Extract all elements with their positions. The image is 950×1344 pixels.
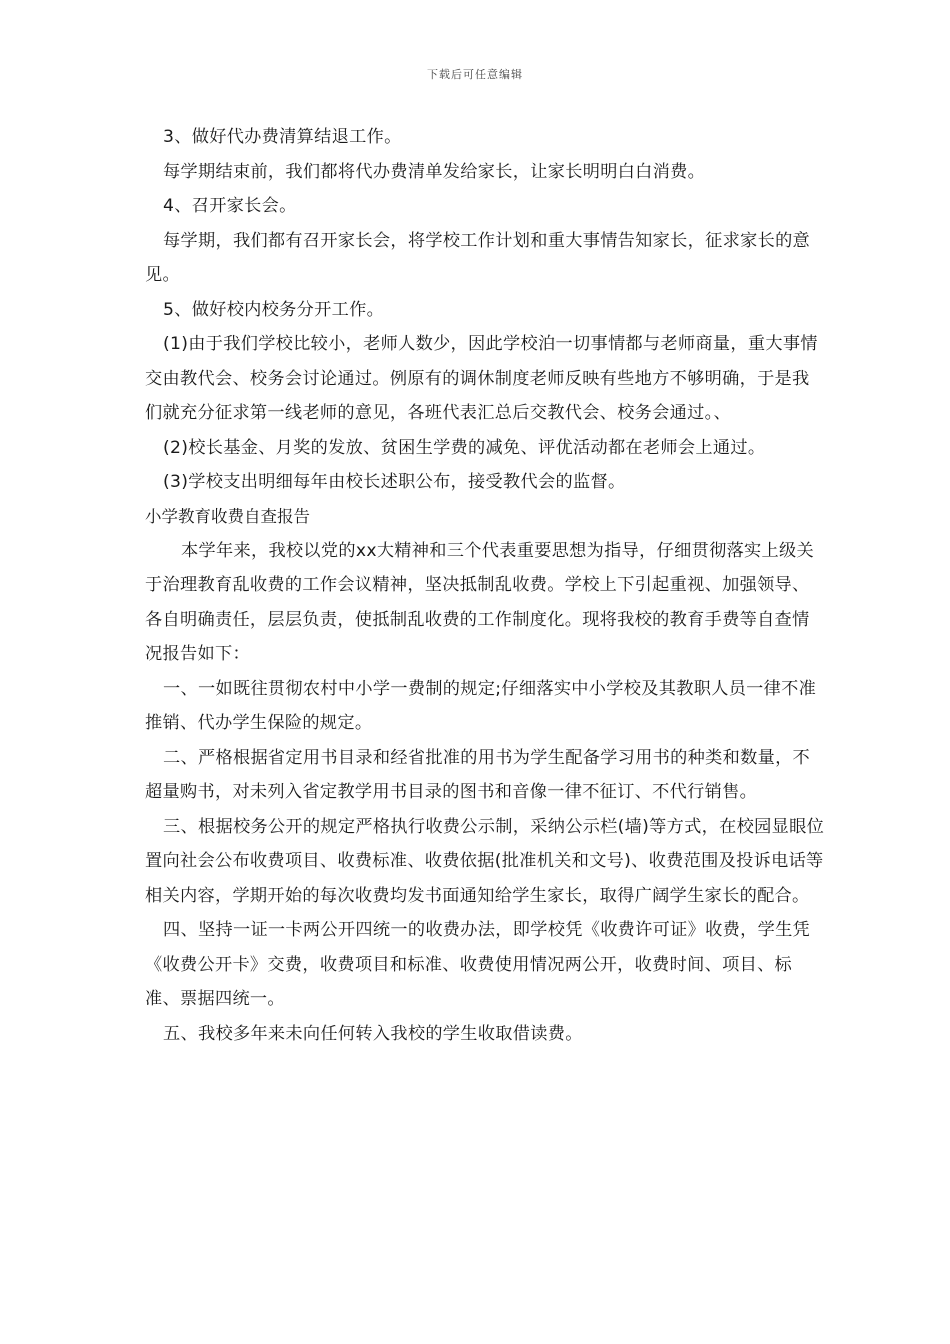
section-title: 小学教育收费自查报告 — [145, 506, 310, 526]
paragraph: (3)学校支出明细每年由校长述职公布，接受教代会的监督。 — [163, 472, 626, 492]
paragraph: 每学期，我们都有召开家长会，将学校工作计划和重大事情告知家长，征求家长的意见。 — [145, 230, 811, 285]
paragraph: 五、我校多年来未向任何转入我校的学生收取借读费。 — [163, 1023, 583, 1044]
paragraph: (2)校长基金、月奖的发放、贫困生学费的减免、评优活动都在老师会上通过。 — [163, 437, 766, 458]
paragraph: 本学年来，我校以党的xx大精神和三个代表重要思想为指导，仔细贯彻落实上级关于治理教育乱收费的工作会议精神，坚决抵制乱收费。学校上下引起重视、加强领导、各自明确责任，层层负责，使抵制乱收费的工作制度化。现将我校的教育手费等自查情况报告如下： — [145, 540, 815, 664]
paragraph: 二、严格根据省定用书目录和经省批准的用书为学生配备学习用书的种类和数量，不超量购书，对未列入省定教学用书目录的图书和音像一律不征订、不代行销售。 — [145, 747, 811, 802]
paragraph: 4、召开家长会。 — [163, 196, 297, 216]
document-body — [145, 120, 825, 1051]
paragraph: (1)由于我们学校比较小，老师人数少，因此学校泊一切事情都与老师商量，重大事情交由教代会、校务会讨论通过。例原有的调休制度老师反映有些地方不够明确，于是我们就充分征求第一线老师的意见，各班代表汇总后交教代会、校务会通过。、 — [145, 334, 818, 423]
paragraph: 四、坚持一证一卡两公开四统一的收费办法，即学校凭《收费许可证》收费，学生凭《收费公开卡》交费，收费项目和标准、收费使用情况两公开，收费时间、项目、标准、票据四统一。 — [145, 920, 811, 1009]
paragraph: 三、根据校务公开的规定严格执行收费公示制，采纳公示栏(墙)等方式，在校园显眼位置向社会公布收费项目、收费标准、收费依据(批准机关和文号)、收费范围及投诉电话等相关内容，学期开始的每次收费均发书面通知给学生家长，取得广阔学生家长的配合。 — [145, 816, 825, 906]
paragraph: 3、做好代办费清算结退工作。 — [163, 127, 402, 147]
paragraph: 每学期结束前，我们都将代办费清单发给家长，让家长明明白白消费。 — [163, 161, 706, 182]
paragraph: 一、一如既往贯彻农村中小学一费制的规定;仔细落实中小学校及其教职人员一律不准推销、代办学生保险的规定。 — [145, 678, 817, 733]
page-header: 下载后可任意编辑 — [427, 68, 523, 81]
paragraph: 5、做好校内校务分开工作。 — [163, 299, 385, 320]
